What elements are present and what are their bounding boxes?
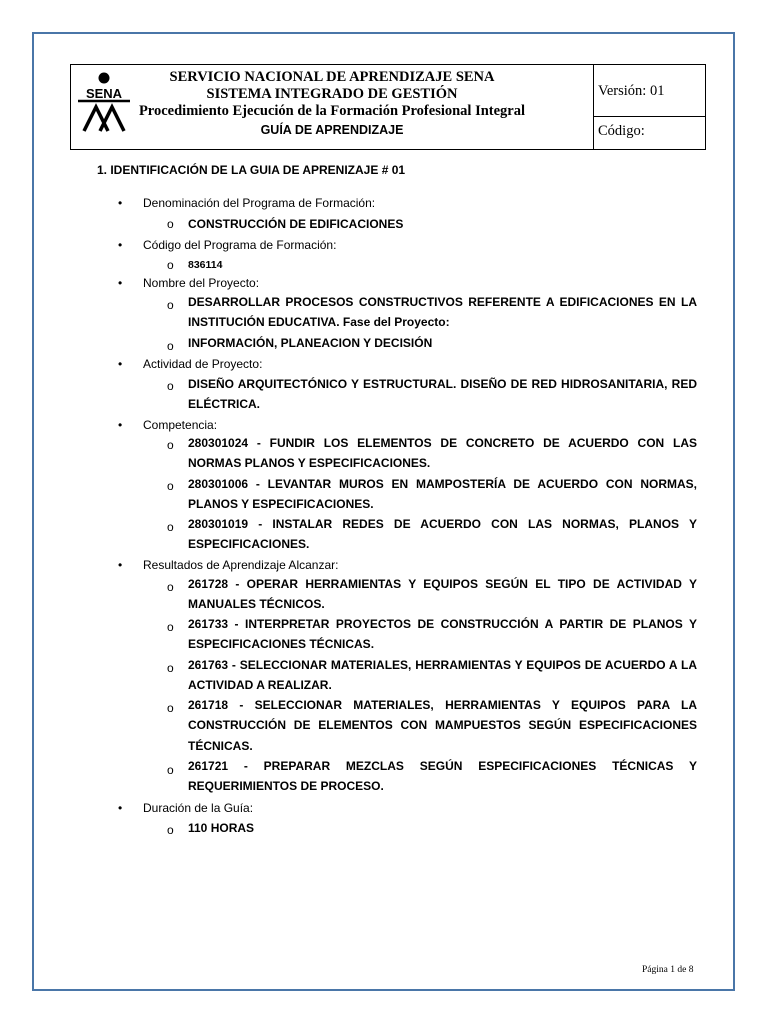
learning-result-item: 261733 - INTERPRETAR PROYECTOS DE CONSTRUCCIÓN A PARTIR DE PLANOS Y ESPECIFICACIONES TÉCNICAS. [188, 617, 697, 652]
sub-bullet-icon: o [167, 620, 174, 634]
guide-duration-value: 110 HORAS [188, 821, 255, 835]
sub-bullet-icon: o [167, 438, 174, 452]
bullet-icon: • [118, 558, 123, 572]
project-phase-value: INFORMACIÓN, PLANEACION Y DECISIÓN [188, 336, 433, 350]
bullet-icon: • [118, 238, 123, 252]
project-name-label: Nombre del Proyecto: [143, 276, 260, 290]
sub-bullet-icon: o [167, 520, 174, 534]
sub-bullet-icon: o [167, 763, 174, 777]
project-activity-value: DISEÑO ARQUITECTÓNICO Y ESTRUCTURAL. DISEÑO DE RED HIDROSANITARIA, RED ELÉCTRICA. [188, 377, 697, 412]
project-name-value: DESARROLLAR PROCESOS CONSTRUCTIVOS REFERENTE A EDIFICACIONES EN LA INSTITUCIÓN EDUCATIVA. Fase del Proyecto: [188, 295, 697, 330]
sub-bullet-icon: o [167, 580, 174, 594]
version-label: Versión: 01 [598, 83, 665, 99]
header-org-name: SERVICIO NACIONAL DE APRENDIZAJE SENA [169, 69, 495, 85]
project-activity-label: Actividad de Proyecto: [143, 357, 263, 371]
header-system-name: SISTEMA INTEGRADO DE GESTIÓN [206, 86, 458, 102]
program-code-value: 836114 [188, 259, 223, 271]
learning-result-item: 261763 - SELECCIONAR MATERIALES, HERRAMIENTAS Y EQUIPOS DE ACUERDO A LA ACTIVIDAD A REALIZAR. [188, 658, 697, 693]
header-procedure-name: Procedimiento Ejecución de la Formación Profesional Integral [138, 103, 526, 119]
sub-bullet-icon: o [167, 379, 174, 393]
competence-item: 280301024 - FUNDIR LOS ELEMENTOS DE CONCRETO DE ACUERDO CON LAS NORMAS PLANOS Y ESPECIFICACIONES. [188, 436, 697, 471]
section-title: 1. IDENTIFICACIÓN DE LA GUIA DE APRENIZAJE # 01 [97, 163, 406, 177]
sub-bullet-icon: o [167, 298, 174, 312]
guide-duration-label: Duración de la Guía: [143, 801, 254, 815]
competence-item: 280301006 - LEVANTAR MUROS EN MAMPOSTERÍA DE ACUERDO CON NORMAS, PLANOS Y ESPECIFICACIONES. [188, 477, 697, 512]
bullet-icon: • [118, 357, 123, 371]
program-name-value: CONSTRUCCIÓN DE EDIFICACIONES [188, 217, 404, 231]
program-code-label: Código del Programa de Formación: [143, 238, 337, 252]
sub-bullet-icon: o [167, 661, 174, 675]
learning-result-item: 261728 - OPERAR HERRAMIENTAS Y EQUIPOS SEGÚN EL TIPO DE ACTIVIDAD Y MANUALES TÉCNICOS. [188, 577, 697, 612]
learning-result-item: 261718 - SELECCIONAR MATERIALES, HERRAMIENTAS Y EQUIPOS PARA LA CONSTRUCCIÓN DE ELEMENTOS CON MAMPUESTOS SEGÚN ESPECIFICACIONES TÉCNICAS. [188, 698, 697, 753]
header-document-type: GUÍA DE APRENDIZAJE [260, 123, 404, 137]
sub-bullet-icon: o [167, 258, 174, 272]
competence-label: Competencia: [143, 418, 218, 432]
sub-bullet-icon: o [167, 339, 174, 353]
sub-bullet-icon: o [167, 701, 174, 715]
code-label: Código: [598, 123, 645, 139]
learning-result-item: 261721 - PREPARAR MEZCLAS SEGÚN ESPECIFICACIONES TÉCNICAS Y REQUERIMIENTOS DE PROCESO. [188, 759, 697, 794]
sub-bullet-icon: o [167, 217, 174, 231]
program-name-label: Denominación del Programa de Formación: [143, 196, 376, 210]
logo-wordmark: SENA [85, 86, 123, 101]
sub-bullet-icon: o [167, 479, 174, 493]
page-number: Página 1 de 8 [642, 965, 694, 975]
bullet-icon: • [118, 276, 123, 290]
learning-results-label: Resultados de Aprendizaje Alcanzar: [143, 558, 339, 572]
bullet-icon: • [118, 196, 123, 210]
bullet-icon: • [118, 418, 123, 432]
bullet-icon: • [118, 801, 123, 815]
sub-bullet-icon: o [167, 823, 174, 837]
competence-item: 280301019 - INSTALAR REDES DE ACUERDO CON LAS NORMAS, PLANOS Y ESPECIFICACIONES. [188, 517, 697, 552]
